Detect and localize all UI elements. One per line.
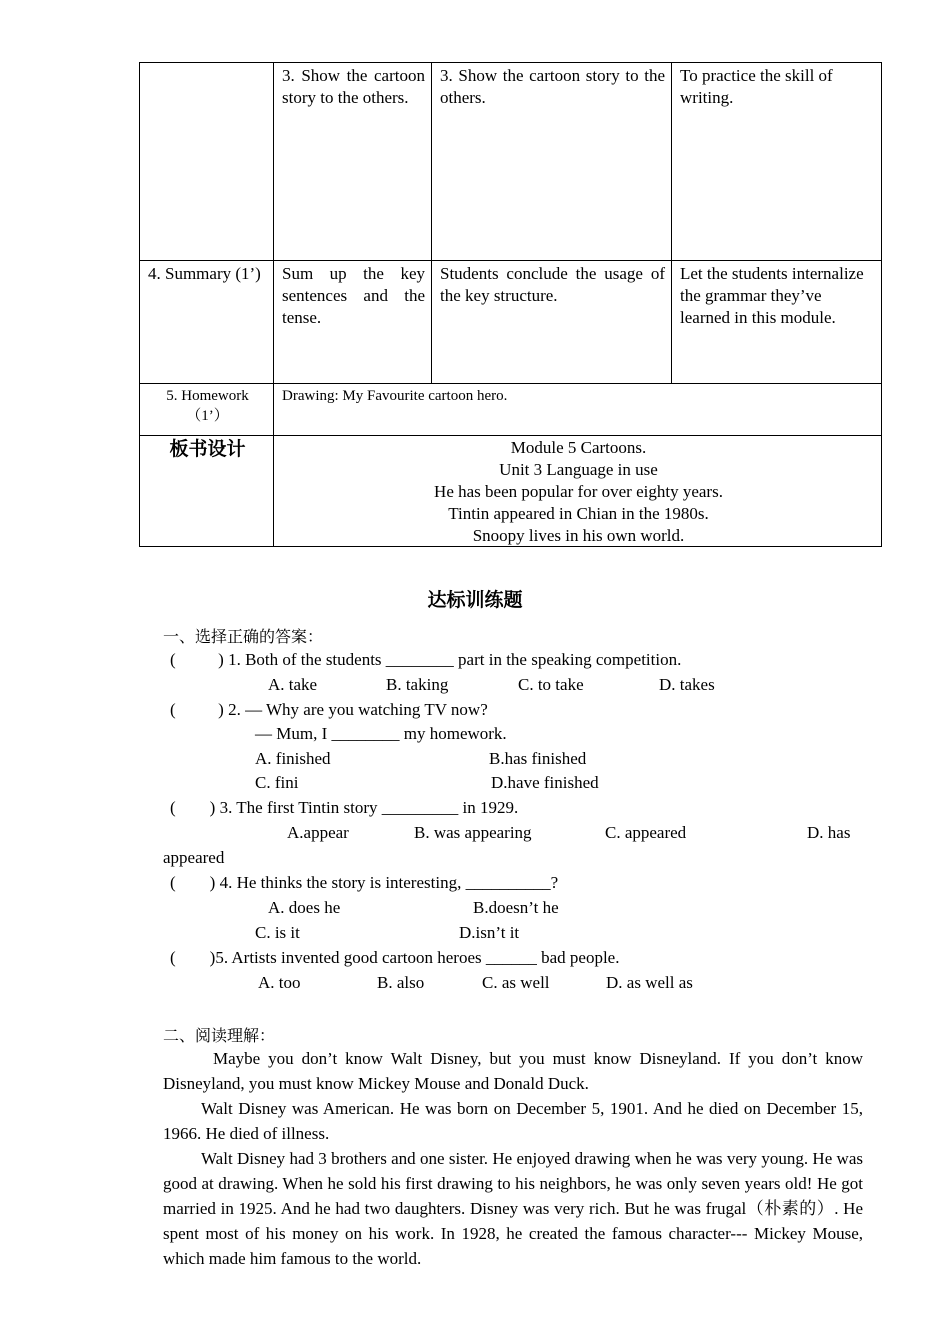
option-d: D. as well as — [606, 973, 693, 992]
option-a: A. finished — [255, 749, 331, 768]
board-line: Tintin appeared in Chian in the 1980s. — [448, 504, 709, 523]
reading-passage — [163, 1046, 863, 1271]
teacher-activity-cell: 3. Show the cartoon story to the others. — [274, 63, 432, 260]
question-1: ( ) 1. Both of the students ________ part in the speaking competition. — [170, 650, 682, 669]
board-design-content — [274, 436, 881, 546]
question-3: ( ) 3. The first Tintin story _________ in 1929. — [170, 798, 519, 817]
option-a: A. take — [268, 675, 318, 694]
option-b: B. also — [377, 973, 425, 992]
passage-paragraph: Maybe you don’t know Walt Disney, but you must know Disneyland. If you don’t know Disneyland, you must know Mickey Mouse and Donald Duck. — [163, 1049, 863, 1093]
option-a: A.appear — [287, 823, 349, 842]
question-2-line-2: — Mum, I ________ my homework. — [255, 724, 507, 743]
teacher-activity-cell: Sum up the key sentences and the tense. — [274, 261, 432, 383]
board-line: Unit 3 Language in use — [499, 460, 658, 479]
option-b: B.has finished — [489, 749, 587, 768]
table-row — [139, 261, 882, 384]
section-heading-choice: 一、选择正确的答案： — [163, 627, 324, 646]
lesson-plan-table — [139, 62, 882, 547]
option-b: B. was appearing — [414, 823, 532, 842]
option-c: C. to take — [518, 675, 584, 694]
board-line: Snoopy lives in his own world. — [472, 526, 685, 545]
question-2: ( ) 2. — Why are you watching TV now? — [170, 700, 488, 719]
option-c: C. fini — [255, 773, 299, 792]
option-c: C. appeared — [605, 823, 687, 842]
student-activity-cell: 3. Show the cartoon story to the others. — [432, 63, 672, 260]
option-c: C. is it — [255, 923, 300, 942]
option-b: B. taking — [386, 675, 449, 694]
option-d: D. takes — [659, 675, 715, 694]
stage-cell — [140, 63, 274, 260]
option-d-continued: appeared — [163, 848, 225, 867]
option-b: B.doesn’t he — [473, 898, 559, 917]
passage-paragraph: Walt Disney was American. He was born on December 5, 1901. And he died on December 15, 1966. He died of illness. — [163, 1099, 863, 1143]
exercise-title: 达标训练题 — [427, 589, 523, 611]
table-row — [139, 62, 882, 261]
purpose-cell: To practice the skill of writing. — [680, 66, 833, 107]
purpose-cell: Let the students internalize the grammar they’ve learned in this module. — [680, 264, 864, 327]
passage-paragraph: Walt Disney had 3 brothers and one sister. He enjoyed drawing when he was very young. He was good at drawing. When he sold his first drawing to his neighbors, he was only seven years old! He got married in 1925. And he had two daughters. Disney was very rich. But he was frugal（朴素的）. He spent most of his money on his work. In 1928, he created the famous character--- Mickey Mouse, which made him famous to the world. — [163, 1149, 863, 1268]
option-d: D.have finished — [491, 773, 599, 792]
question-4: ( ) 4. He thinks the story is interesting, __________? — [170, 873, 559, 892]
student-activity-cell: Students conclude the usage of the key structure. — [432, 261, 672, 383]
option-c: C. as well — [482, 973, 550, 992]
stage-cell: 5. Homework （1’） — [140, 384, 274, 435]
table-row — [139, 384, 882, 436]
option-a: A. does he — [268, 898, 341, 917]
stage-cell: 4. Summary (1’) — [140, 261, 274, 383]
option-d: D. has — [807, 823, 851, 842]
homework-cell: Drawing: My Favourite cartoon hero. — [282, 388, 508, 404]
board-design-label: 板书设计 — [140, 436, 274, 546]
table-row — [139, 436, 882, 547]
option-d: D.isn’t it — [459, 923, 520, 942]
question-5: ( )5. Artists invented good cartoon heroes ______ bad people. — [170, 948, 620, 967]
board-line: He has been popular for over eighty years. — [434, 482, 723, 501]
board-line: Module 5 Cartoons. — [510, 438, 647, 457]
option-a: A. too — [258, 973, 301, 992]
section-heading-reading: 二、阅读理解： — [163, 1026, 276, 1045]
